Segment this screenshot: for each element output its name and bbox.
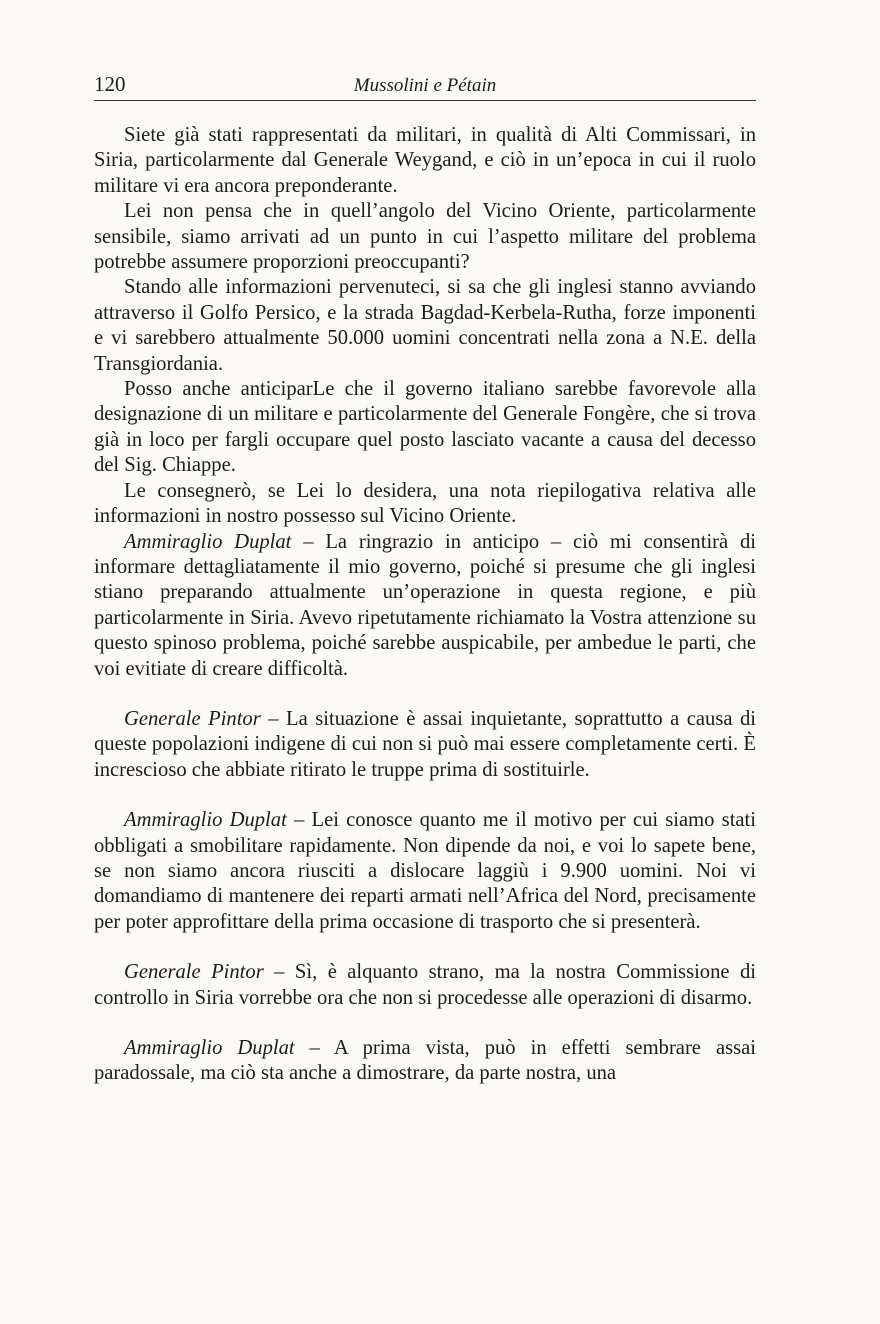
dialogue-paragraph: Ammiraglio Duplat – Lei conosce quanto me il motivo per cui siamo stati obbligati a smobilitare rapidamente. Non dipende da noi, e voi lo sapete bene, se non siamo ancora riusciti a dislocare laggiù i 9.900 uomini. Noi vi domandiamo di mantenere dei reparti armati nell’Africa del Nord, precisamente per poter approfittare della prima occasione di trasporto che si presenterà. [94,809,756,933]
speaker-name: Ammiraglio Duplat [124,1037,295,1059]
book-page [94,70,756,1087]
speaker-name: Ammiraglio Duplat [124,809,287,832]
speaker-name: Generale Pintor [124,961,264,984]
running-head [94,70,756,101]
dialogue-paragraph: Ammiraglio Duplat – A prima vista, può in effetti sembrare assai paradossale, ma ciò sta anche a dimostrare, da parte nostra, una [94,1037,756,1085]
paragraph: Lei non pensa che in quell’angolo del Vicino Oriente, particolarmente sensibile, siamo arrivati ad un punto in cui l’aspetto militare del problema potrebbe assumere proporzioni preoccupanti? [94,200,756,274]
speaker-name: Ammiraglio Duplat [124,530,292,553]
page-number: 120 [94,72,126,96]
paragraph: Siete già stati rappresentati da militari, in qualità di Alti Commissari, in Siria, particolarmente dal Generale Weygand, e ciò in un’epoca in cui il ruolo militare vi era ancora preponderante. [94,124,756,197]
running-title: Mussolini e Pétain [353,75,497,96]
paragraph: Stando alle informazioni pervenuteci, si sa che gli inglesi stanno avviando attraverso il Golfo Persico, e la strada Bagdad-Kerbela-Rutha, forze imponenti e vi sarebbero attualmente 50.000 uomini concentrati nella zona a N.E. della Transgiordania. [94,276,756,375]
dialogue-paragraph: Generale Pintor – La situazione è assai inquietante, soprattutto a causa di queste popolazioni indigene di cui non si può mai essere completamente certi. È increscioso che abbiate ritirato le truppe prima di sostituirle. [94,707,756,781]
dialogue-paragraph: Generale Pintor – Sì, è alquanto strano, ma la nostra Commissione di controllo in Siria vorrebbe ora che non si procedesse alle operazioni di disarmo. [94,961,757,1009]
body-text [94,123,756,1087]
dialogue-paragraph: Ammiraglio Duplat – La ringrazio in anticipo – ciò mi consentirà di informare dettagliatamente il mio governo, poiché si presume che gli inglesi stiano preparando attualmente un’operazione in questa regione, e più particolarmente in Siria. Avevo ripetutamente richiamato la Vostra attenzione su questo spinoso problema, poiché sarebbe auspicabile, per ambedue le parti, che voi evitiate di creare difficoltà. [94,530,756,680]
speaker-name: Generale Pintor [124,707,261,730]
paragraph: Posso anche anticiparLe che il governo italiano sarebbe favorevole alla designazione di un militare e particolarmente del Generale Fongère, che si trova già in loco per fargli occupare quel posto lasciato vacante a causa del decesso del Sig. Chiappe. [94,378,756,477]
paragraph: Le consegnerò, se Lei lo desidera, una nota riepilogativa relativa alle informazioni in nostro possesso sul Vicino Oriente. [94,479,756,528]
